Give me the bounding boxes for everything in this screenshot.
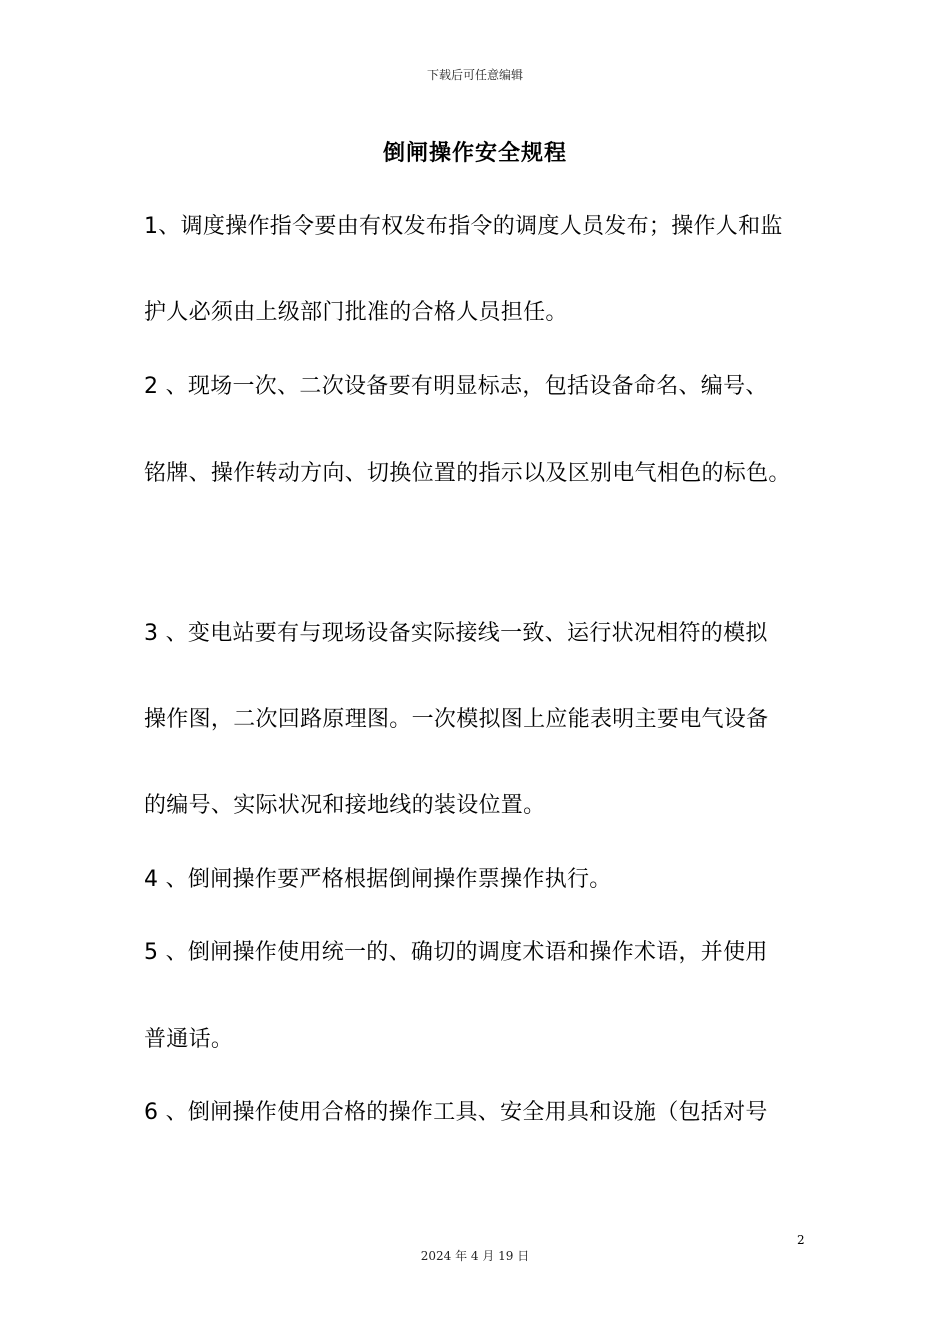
paragraph-5-line-2: 普通话。	[144, 1027, 234, 1052]
paragraph-3-line-3: 的编号、实际状况和接地线的装设位置。	[144, 793, 546, 818]
footer-date: 2024 年 4 月 19 日	[420, 1249, 530, 1263]
paragraph-3-line-2: 操作图，二次回路原理图。一次模拟图上应能表明主要电气设备	[144, 707, 769, 732]
paragraph-2-line-2: 铭牌、操作转动方向、切换位置的指示以及区别电气相色的标色。	[144, 461, 791, 486]
paragraph-3-line-1: 3 、变电站要有与现场设备实际接线一致、运行状况相符的模拟	[144, 621, 768, 646]
paragraph-6-line-1: 6 、倒闸操作使用合格的操作工具、安全用具和设施（包括对号	[144, 1100, 768, 1125]
paragraph-2-line-1: 2 、现场一次、二次设备要有明显标志，包括设备命名、编号、	[144, 374, 768, 399]
paragraph-1-line-2: 护人必须由上级部门批准的合格人员担任。	[144, 300, 568, 325]
document-title: 倒闸操作安全规程	[382, 141, 567, 166]
page-header: 下载后可任意编辑	[426, 68, 523, 82]
page-number: 2	[797, 1233, 805, 1247]
paragraph-5-line-1: 5 、倒闸操作使用统一的、确切的调度术语和操作术语，并使用	[144, 940, 768, 965]
paragraph-4-line-1: 4 、倒闸操作要严格根据倒闸操作票操作执行。	[144, 867, 612, 892]
paragraph-1-line-1: 1、调度操作指令要由有权发布指令的调度人员发布；操作人和监	[144, 214, 783, 239]
